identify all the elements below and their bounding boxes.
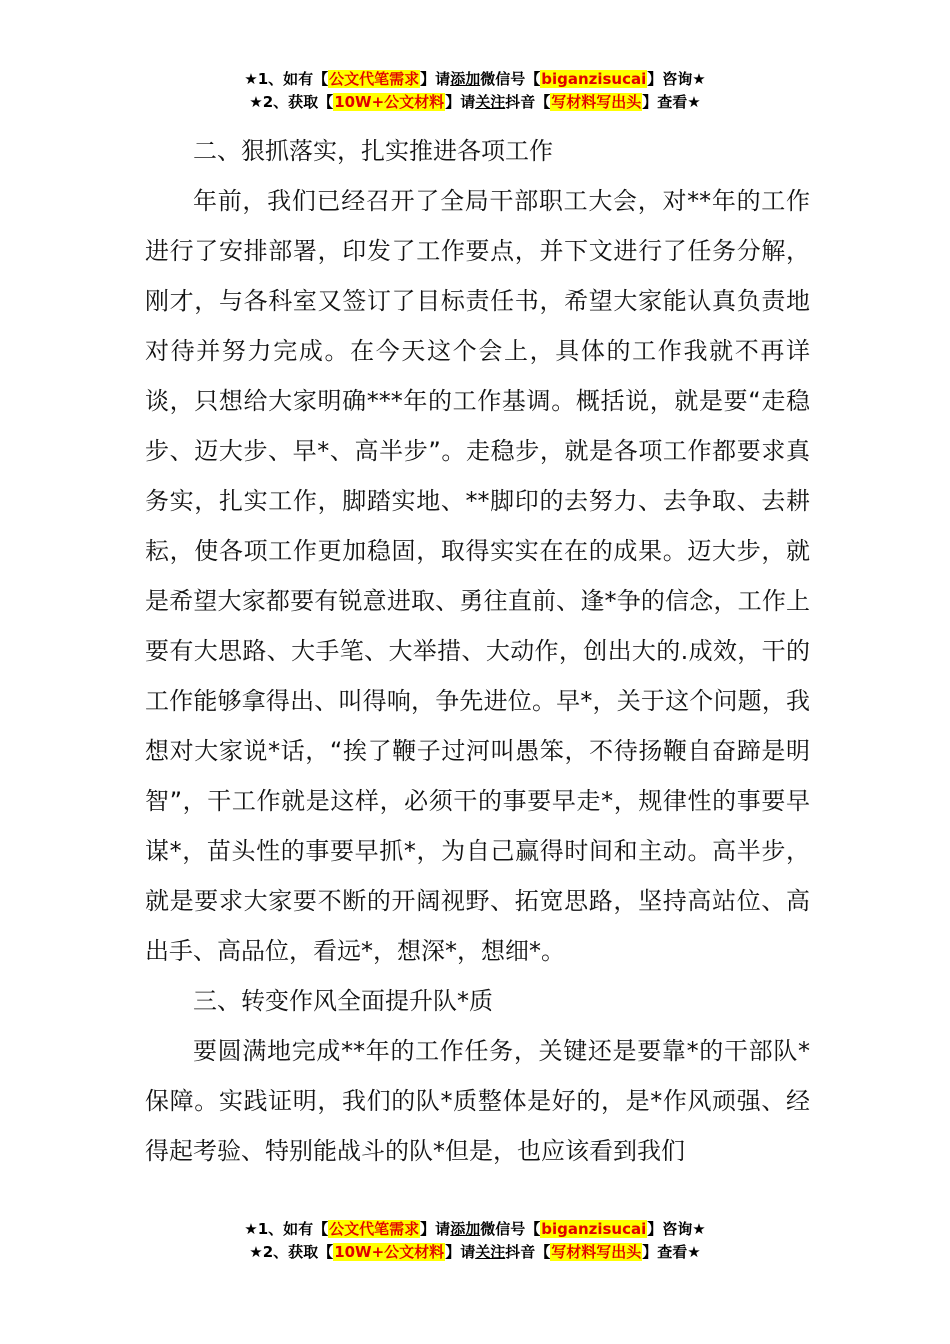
document-body <box>145 126 810 1176</box>
banner-line-2 <box>0 1241 950 1264</box>
banner-line-1 <box>0 1218 950 1241</box>
banner-text: 】咨询★ <box>647 70 706 88</box>
banner-highlight: biganzisucai <box>541 70 647 88</box>
banner-highlight: 10W+公文材料 <box>334 1243 445 1261</box>
banner-text: ★2、获取【 <box>249 93 334 111</box>
banner-text: 】查看★ <box>642 93 701 111</box>
banner-underline: 关注 <box>475 93 506 111</box>
banner-highlight: 写材料写出头 <box>551 93 642 111</box>
banner-line-2 <box>0 91 950 114</box>
body-paragraph: 年前，我们已经召开了全局干部职工大会，对**年的工作进行了安排部署，印发了工作要点，并下文进行了任务分解，刚才，与各科室又签订了目标责任书，希望大家能认真负责地对待并努力完成。在今天这个会上，具体的工作我就不再详谈，只想给大家明确***年的工作基调。概括说，就是要“走稳步、迈大步、早*、高半步”。走稳步，就是各项工作都要求真务实，扎实工作，脚踏实地、**脚印的去努力、去争取、去耕耘，使各项工作更加稳固，取得实实在在的成果。迈大步，就是希望大家都要有锐意进取、勇往直前、逢*争的信念，工作上要有大思路、大手笔、大举措、大动作，创出大的.成效，干的工作能够拿得出、叫得响，争先进位。早*，关于这个问题，我想对大家说*话，“挨了鞭子过河叫愚笨，不待扬鞭自奋蹄是明智”，干工作就是这样，必须干的事要早走*，规律性的事要早谋*，苗头性的事要早抓*，为自己赢得时间和主动。高半步，就是要求大家要不断的开阔视野、拓宽思路，坚持高站位、高出手、高品位，看远*，想深*，想细*。 <box>145 187 810 965</box>
banner-text: 】请 <box>445 93 476 111</box>
banner-text: 】请 <box>420 1220 451 1238</box>
banner-line-1 <box>0 68 950 91</box>
banner-text: 微信号【 <box>480 70 541 88</box>
section-heading: 三、转变作风全面提升队*质 <box>193 987 493 1015</box>
banner-text: 】请 <box>420 70 451 88</box>
section-heading: 二、狠抓落实，扎实推进各项工作 <box>193 137 553 165</box>
banner-text: 微信号【 <box>480 1220 541 1238</box>
banner-text: 】查看★ <box>642 1243 701 1261</box>
banner-highlight: biganzisucai <box>541 1220 647 1238</box>
banner-underline: 添加 <box>450 1220 481 1238</box>
banner-highlight: 公文代笔需求 <box>329 1220 420 1238</box>
banner-highlight: 公文代笔需求 <box>329 70 420 88</box>
banner-text: 抖音【 <box>505 1243 551 1261</box>
banner-text: 抖音【 <box>505 93 551 111</box>
banner-highlight: 10W+公文材料 <box>334 93 445 111</box>
banner-underline: 添加 <box>450 70 481 88</box>
banner-underline: 关注 <box>475 1243 506 1261</box>
body-paragraph: 要圆满地完成**年的工作任务，关键还是要靠*的干部队*保障。实践证明，我们的队*质整体是好的，是*作风顽强、经得起考验、特别能战斗的队*但是，也应该看到我们 <box>145 1037 810 1165</box>
bottom-banner <box>0 1218 950 1264</box>
banner-text: ★1、如有【 <box>244 70 329 88</box>
banner-text: 】请 <box>445 1243 476 1261</box>
banner-highlight: 写材料写出头 <box>551 1243 642 1261</box>
banner-text: ★1、如有【 <box>244 1220 329 1238</box>
banner-text: 】咨询★ <box>647 1220 706 1238</box>
top-banner <box>0 68 950 114</box>
banner-text: ★2、获取【 <box>249 1243 334 1261</box>
